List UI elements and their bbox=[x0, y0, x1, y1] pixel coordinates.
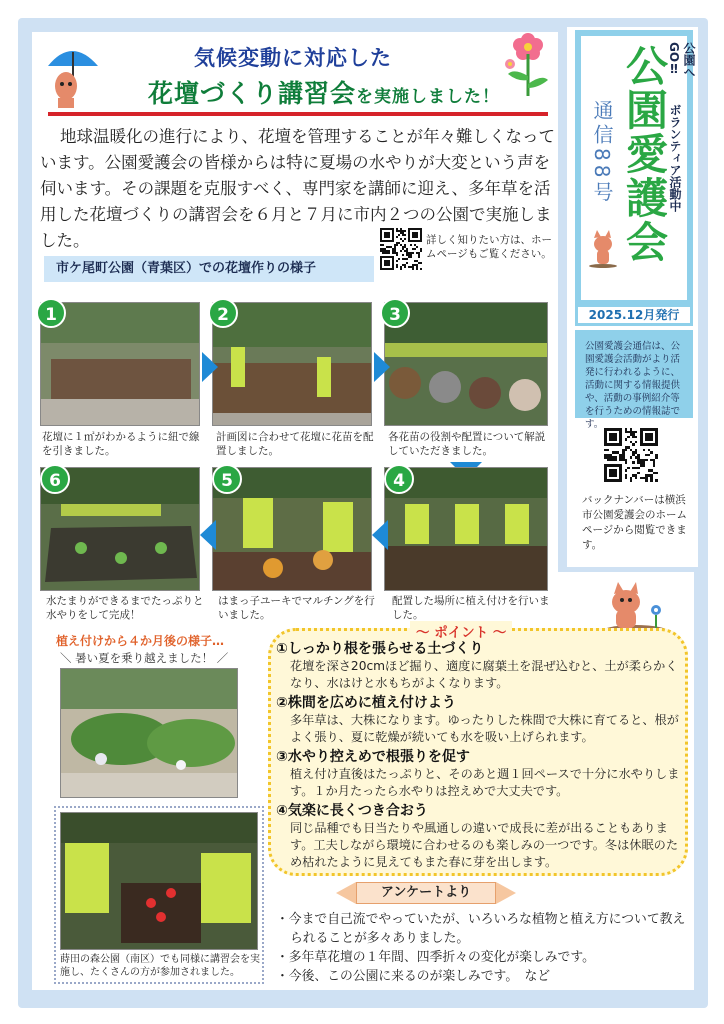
issue-date: 2025.12月発行 bbox=[575, 304, 693, 326]
masthead-title: 公園愛護会 bbox=[620, 44, 669, 264]
step-photo-2 bbox=[212, 302, 372, 426]
survey-list bbox=[276, 910, 696, 986]
qr-note: 詳しく知りたい方は、ホームページもご覧ください。 bbox=[426, 234, 552, 260]
after-photo bbox=[60, 668, 238, 798]
step-photo-1 bbox=[40, 302, 200, 426]
survey-item: ・今まで自己流でやっていたが、いろいろな植物と植え方について教えられることが多々ありました。 bbox=[276, 912, 686, 946]
survey-ribbon-left bbox=[336, 882, 356, 904]
step-caption-6: 水たまりができるまでたっぷりと水やりをして完成！ bbox=[46, 595, 204, 621]
step-caption-5: はまっ子ユーキでマルチングを行いました。 bbox=[218, 595, 375, 621]
step-caption-2: 計画図に合わせて花壇に花苗を配置しました。 bbox=[216, 431, 374, 457]
second-park-caption: 蒔田の森公園（南区）でも同様に講習会を実施し、たくさんの方が参加されました。 bbox=[60, 954, 260, 978]
step-number-5: 5 bbox=[212, 464, 242, 494]
after-title: 植え付けから４か月後の様子… bbox=[56, 634, 225, 648]
masthead-tagline-2: ボランティア活動中 bbox=[668, 104, 682, 212]
step-number-1: 1 bbox=[36, 298, 66, 328]
arrow-left-icon bbox=[200, 520, 216, 550]
arrow-left-icon bbox=[372, 520, 388, 550]
title-underline bbox=[48, 112, 548, 116]
masthead-mascot-icon bbox=[588, 228, 618, 268]
survey-item: ・今後、この公園に来るのが楽しみです。 など bbox=[276, 969, 551, 984]
point-item-1: ①しっかり根を張らせる土づくり 花壇を深さ20cmほど掘り、適度に腐葉土を混ぜ込むと、土が柔らかくなり、水はけと水もちがよくなります。 bbox=[276, 641, 678, 690]
flower-icon bbox=[496, 28, 556, 98]
survey-item: ・多年草花壇の１年間、四季折々の変化が楽しみです。 bbox=[276, 950, 595, 965]
step-photo-3 bbox=[384, 302, 548, 426]
second-park-photo bbox=[60, 812, 258, 950]
arrow-right-icon bbox=[374, 352, 390, 382]
step-caption-3: 各花苗の役割や配置について解説していただきました。 bbox=[388, 431, 546, 457]
title-line1-rest: に対応した bbox=[282, 46, 392, 70]
section-title: 市ケ尾町公園（青葉区）での花壇作りの様子 bbox=[44, 256, 374, 282]
survey-ribbon-right bbox=[496, 882, 516, 904]
article-title bbox=[44, 36, 550, 118]
arrow-right-icon bbox=[202, 352, 218, 382]
umbrella-mascot-icon bbox=[44, 40, 100, 110]
step-number-6: 6 bbox=[40, 464, 70, 494]
qr-code-icon[interactable] bbox=[604, 428, 658, 482]
step-number-4: 4 bbox=[384, 464, 414, 494]
qr-code-icon[interactable] bbox=[380, 228, 422, 270]
title-line1-highlight: 気候変動 bbox=[194, 46, 282, 70]
step-number-3: 3 bbox=[380, 298, 410, 328]
after-subtitle: ＼ 暑い夏を乗り越えました！ ／ bbox=[60, 651, 229, 665]
point-item-2: ②株間を広めに植え付けよう 多年草は、大株になります。ゆったりした株間で大株に育てると、根がよく張り、夏に乾燥が続いても水を吸い上げられます。 bbox=[276, 695, 679, 744]
masthead-tagline-1: 公園へGO‼ bbox=[667, 42, 696, 78]
title-line2-main: 花壇づくり講習会 bbox=[148, 79, 357, 108]
masthead-issue: 通信88号 bbox=[590, 100, 614, 206]
sidebar-description: 公園愛護会通信は、公園愛護会活動がより活発に行われるように、活動に関する情報提供や、活動の事例紹介等を行うための情報誌です。 bbox=[585, 341, 681, 430]
step-caption-1: 花壇に１㎡がわかるように紐で線を引きました。 bbox=[42, 431, 200, 457]
point-item-3: ③水やり控えめで根張りを促す 植え付け直後はたっぷりと、そのあと週１回ペースで十分に水やりします。１か月たったら水やりは控えめで大丈夫です。 bbox=[276, 749, 680, 798]
step-caption-4: 配置した場所に植え付けを行いました。 bbox=[392, 595, 550, 621]
intro-paragraph: 地球温暖化の進行により、花壇を管理することが年々難しくなっています。公園愛護会の皆様からは特に夏場の水やりが大変という声を伺います。その課題を克服すべく、専門家を講師に迎え、多年草を活用した花壇づくりの講習会を６月と７月に市内２つの公園で実施しました。 bbox=[40, 127, 555, 250]
survey-title: アンケートより bbox=[356, 882, 496, 904]
title-line2-small: を実施しました！ bbox=[356, 87, 501, 107]
point-item-4: ④気楽に長くつき合おう 同じ品種でも日当たりや風通しの違いで成長に差が出ることもあります。工夫しながら環境に合わせるのも楽しみの一つです。冬は休眠のため枯れたように見えてもまた春に芽を出します。 bbox=[276, 803, 679, 869]
points-title: ～ ポイント ～ bbox=[410, 621, 512, 641]
step-number-2: 2 bbox=[208, 298, 238, 328]
backnumber-note: バックナンバーは横浜市公園愛護会のホームページから閲覧できます。 bbox=[582, 494, 687, 551]
